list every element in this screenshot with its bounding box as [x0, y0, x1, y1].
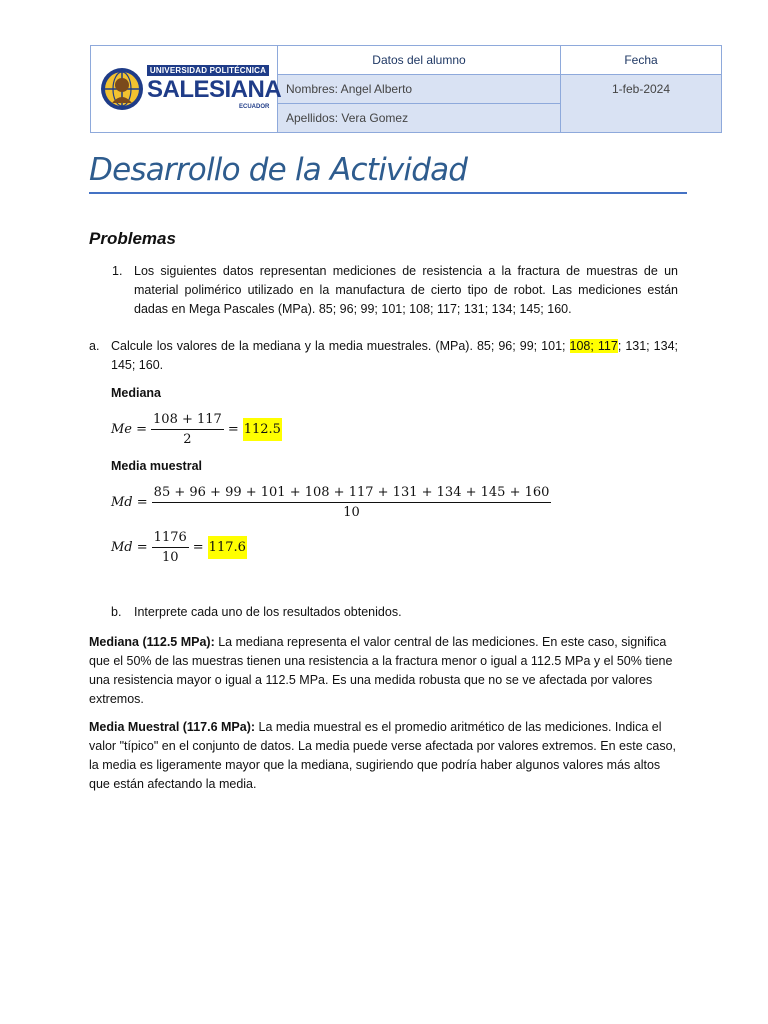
mediana-numerator: 108 + 117: [151, 412, 224, 430]
mediana-denominator: 2: [183, 432, 192, 447]
media-denominator-2: 10: [161, 550, 179, 565]
student-data-header: Datos del alumno: [278, 46, 561, 75]
part-a-text-after: ; 131; 134; 145; 160.: [111, 339, 679, 372]
page-title: Desarrollo de la Actividad: [89, 152, 468, 188]
fecha-cell: 1-feb-2024: [561, 75, 722, 133]
mediana-fraction: [151, 412, 224, 447]
media-lhs-2: Md =: [111, 540, 148, 555]
interpretation-media-label: Media Muestral (117.6 MPa):: [89, 720, 256, 734]
apellidos-cell: Apellidos: Vera Gomez: [278, 104, 561, 133]
mediana-heading: Mediana: [111, 386, 162, 400]
problem-number: 1.: [112, 264, 123, 278]
interpretation-media-text: La media muestral es el promedio aritmético de las mediciones. Indica el valor "típico" en el conjunto de datos. La media puede verse afectada por valores extremos. En este caso, la media es ligeramente mayor que la mediana, sugiriendo que podría haber algunos valores más altos que están afectando la media.: [89, 720, 676, 791]
university-prefix: UNIVERSIDAD POLITÉCNICA: [147, 65, 269, 76]
media-result: 117.6: [208, 536, 247, 559]
student-info-table: [90, 45, 722, 133]
interpretation-mediana: [89, 633, 681, 709]
nombres-cell: Nombres: Angel Alberto: [278, 75, 561, 104]
interpretation-mediana-label: Mediana (112.5 MPa):: [89, 635, 215, 649]
mediana-result: 112.5: [243, 418, 282, 441]
section-heading: Problemas: [89, 229, 176, 248]
media-fraction: [152, 485, 552, 520]
logo-cell: [91, 46, 282, 133]
media-numerator: 85 + 96 + 99 + 101 + 108 + 117 + 131 + 134 + 145 + 160: [152, 485, 552, 503]
part-a-text: [111, 337, 678, 375]
date-header: Fecha: [561, 46, 722, 75]
mediana-equation: [111, 412, 282, 447]
part-a-label: a.: [89, 339, 100, 353]
university-logo: [99, 63, 282, 115]
media-fraction-2: [152, 530, 189, 565]
media-lhs: Md =: [111, 495, 148, 510]
media-equation: [111, 485, 551, 520]
media-result-equation: [111, 530, 247, 565]
university-seal-icon: [99, 63, 145, 115]
problem-statement: Los siguientes datos representan mediciones de resistencia a la fractura de muestras de un material polimérico utilizado en la manufactura de cierto tipo de robot. Las mediciones están dadas en Mega Pascales (MPa). 85; 96; 99; 101; 108; 117; 131; 134; 145; 160.: [134, 264, 678, 316]
title-divider: [89, 192, 687, 194]
media-heading: Media muestral: [111, 459, 203, 473]
interpretation-mediana-text: La mediana representa el valor central de las mediciones. En este caso, significa que el 50% de las muestras tienen una resistencia a la fractura menor o igual a 112.5 MPa y el 50% tiene una resistencia mayor o igual a 112.5 MPa. Es una medida robusta que no se ve afectada por valores extremos.: [89, 635, 673, 706]
interpretation-media: [89, 718, 681, 794]
part-b-label: b.: [111, 605, 122, 619]
mediana-equals: =: [227, 422, 239, 437]
media-denominator: 10: [343, 505, 360, 520]
media-equals: =: [192, 540, 204, 555]
mediana-lhs: Me =: [111, 422, 148, 437]
part-b-text: Interprete cada uno de los resultados obtenidos.: [134, 605, 402, 619]
part-a-highlight: 108; 117: [569, 339, 618, 353]
university-name: SALESIANA: [147, 76, 282, 103]
part-a-text-before: Calcule los valores de la mediana y la media muestrales. (MPa). 85; 96; 99; 101;: [111, 339, 570, 353]
media-numerator-2: 1176: [152, 530, 189, 548]
university-country: ECUADOR: [239, 104, 270, 110]
